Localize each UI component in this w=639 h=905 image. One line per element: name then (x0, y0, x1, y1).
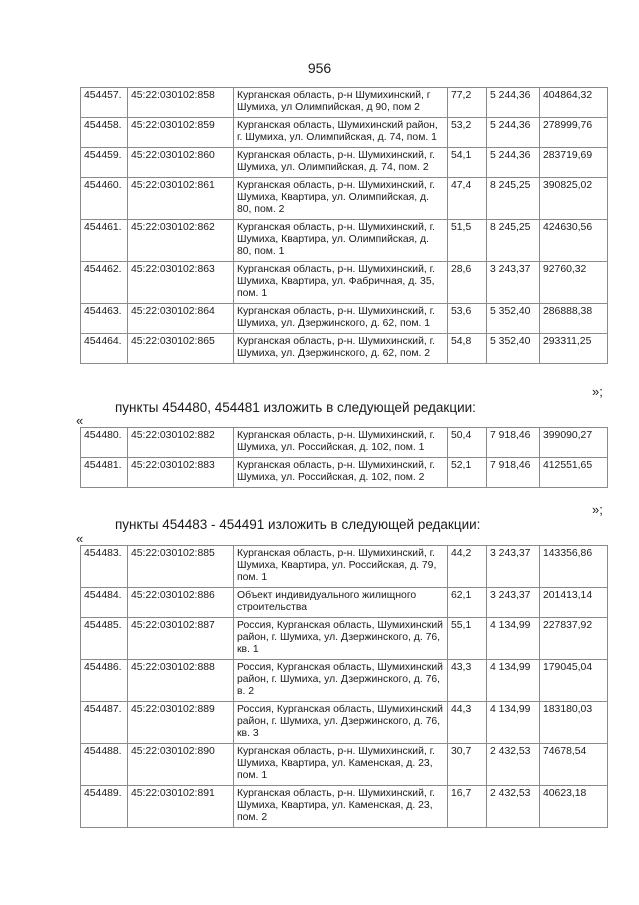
unit-price: 5 352,40 (487, 334, 540, 364)
cost: 399090,27 (540, 428, 608, 458)
cost: 201413,14 (540, 588, 608, 618)
table-row (81, 304, 608, 334)
cadastral-number: 45:22:030102:863 (128, 262, 234, 304)
unit-price: 5 352,40 (487, 304, 540, 334)
opening-quote-2: « (76, 531, 84, 546)
cost: 278999,76 (540, 118, 608, 148)
table-row (81, 702, 608, 744)
address: Объект индивидуального жилищного строительства (234, 588, 448, 618)
table-row (81, 178, 608, 220)
cadastral-number: 45:22:030102:859 (128, 118, 234, 148)
unit-price: 4 134,99 (487, 618, 540, 660)
cost: 74678,54 (540, 744, 608, 786)
table-row (81, 334, 608, 364)
table-row (81, 660, 608, 702)
item-number: 454460. (81, 178, 128, 220)
cadastral-number: 45:22:030102:887 (128, 618, 234, 660)
unit-price: 5 244,36 (487, 118, 540, 148)
area: 30,7 (448, 744, 487, 786)
item-number: 454486. (81, 660, 128, 702)
cadastral-number: 45:22:030102:886 (128, 588, 234, 618)
area: 51,5 (448, 220, 487, 262)
registry-table-2 (80, 427, 608, 488)
amendment-paragraph-2: пункты 454483 - 454491 изложить в следующей редакции: (115, 517, 481, 532)
closing-quote-2: »; (592, 502, 603, 517)
address: Курганская область, р-н. Шумихинский, г. Шумиха, Квартира, ул. Российская, д. 79, пом. 1 (234, 546, 448, 588)
opening-quote-1: « (76, 413, 84, 428)
cadastral-number: 45:22:030102:865 (128, 334, 234, 364)
area: 47,4 (448, 178, 487, 220)
area: 53,2 (448, 118, 487, 148)
area: 54,1 (448, 148, 487, 178)
item-number: 454459. (81, 148, 128, 178)
table-row (81, 618, 608, 660)
item-number: 454483. (81, 546, 128, 588)
address: Курганская область, р-н. Шумихинский, г. Шумиха, ул. Дзержинского, д. 62, пом. 2 (234, 334, 448, 364)
area: 53,6 (448, 304, 487, 334)
item-number: 454458. (81, 118, 128, 148)
table-row (81, 458, 608, 488)
table-row (81, 428, 608, 458)
table-row (81, 88, 608, 118)
address: Курганская область, р-н. Шумихинский, г. Шумиха, Квартира, ул. Олимпийская, д. 80, пом. 1 (234, 220, 448, 262)
table-row (81, 262, 608, 304)
cost: 283719,69 (540, 148, 608, 178)
table-row (81, 118, 608, 148)
area: 55,1 (448, 618, 487, 660)
cost: 286888,38 (540, 304, 608, 334)
unit-price: 2 432,53 (487, 744, 540, 786)
unit-price: 3 243,37 (487, 262, 540, 304)
cadastral-number: 45:22:030102:885 (128, 546, 234, 588)
cost: 227837,92 (540, 618, 608, 660)
area: 28,6 (448, 262, 487, 304)
unit-price: 7 918,46 (487, 458, 540, 488)
item-number: 454480. (81, 428, 128, 458)
area: 44,3 (448, 702, 487, 744)
address: Курганская область, р-н. Шумихинский, г. Шумиха, ул. Олимпийская, д. 74, пом. 2 (234, 148, 448, 178)
cadastral-number: 45:22:030102:864 (128, 304, 234, 334)
address: Курганская область, р-н. Шумихинский, г. Шумиха, ул. Дзержинского, д. 62, пом. 1 (234, 304, 448, 334)
item-number: 454457. (81, 88, 128, 118)
cost: 293311,25 (540, 334, 608, 364)
unit-price: 5 244,36 (487, 88, 540, 118)
area: 54,8 (448, 334, 487, 364)
unit-price: 5 244,36 (487, 148, 540, 178)
address: Курганская область, р-н. Шумихинский, г. Шумиха, ул. Российская, д. 102, пом. 2 (234, 458, 448, 488)
address: Курганская область, р-н. Шумихинский, г. Шумиха, Квартира, ул. Каменская, д. 23, пом. 2 (234, 786, 448, 828)
table-row (81, 744, 608, 786)
unit-price: 3 243,37 (487, 588, 540, 618)
area: 77,2 (448, 88, 487, 118)
area: 62,1 (448, 588, 487, 618)
address: Курганская область, р-н. Шумихинский, г. Шумиха, Квартира, ул. Олимпийская, д. 80, пом. 2 (234, 178, 448, 220)
address: Курганская область, р-н. Шумихинский, г. Шумиха, ул. Российская, д. 102, пом. 1 (234, 428, 448, 458)
cost: 390825,02 (540, 178, 608, 220)
unit-price: 7 918,46 (487, 428, 540, 458)
cadastral-number: 45:22:030102:883 (128, 458, 234, 488)
address: Курганская область, р-н. Шумихинский, г. Шумиха, Квартира, ул. Фабричная, д. 35, пом. 1 (234, 262, 448, 304)
address: Россия, Курганская область, Шумихинский район, г. Шумиха, ул. Дзержинского, д. 76, в. 2 (234, 660, 448, 702)
cadastral-number: 45:22:030102:891 (128, 786, 234, 828)
address: Курганская область, Шумихинский район, г. Шумиха, ул. Олимпийская, д. 74, пом. 1 (234, 118, 448, 148)
item-number: 454461. (81, 220, 128, 262)
item-number: 454462. (81, 262, 128, 304)
unit-price: 8 245,25 (487, 220, 540, 262)
closing-quote-1: »; (592, 384, 603, 399)
cadastral-number: 45:22:030102:889 (128, 702, 234, 744)
table-row (81, 786, 608, 828)
cadastral-number: 45:22:030102:888 (128, 660, 234, 702)
item-number: 454481. (81, 458, 128, 488)
unit-price: 4 134,99 (487, 702, 540, 744)
unit-price: 4 134,99 (487, 660, 540, 702)
cost: 404864,32 (540, 88, 608, 118)
address: Россия, Курганская область, Шумихинский район, г. Шумиха, ул. Дзержинского, д. 76, кв. 3 (234, 702, 448, 744)
address: Россия, Курганская область, Шумихинский район, г. Шумиха, ул. Дзержинского, д. 76, кв. 1 (234, 618, 448, 660)
cost: 92760,32 (540, 262, 608, 304)
table-row (81, 588, 608, 618)
cadastral-number: 45:22:030102:858 (128, 88, 234, 118)
table-row (81, 220, 608, 262)
cost: 40623,18 (540, 786, 608, 828)
area: 44,2 (448, 546, 487, 588)
item-number: 454463. (81, 304, 128, 334)
table-row (81, 148, 608, 178)
item-number: 454485. (81, 618, 128, 660)
item-number: 454464. (81, 334, 128, 364)
cadastral-number: 45:22:030102:890 (128, 744, 234, 786)
registry-table-1 (80, 87, 608, 364)
table-row (81, 546, 608, 588)
cost: 143356,86 (540, 546, 608, 588)
page-number: 956 (307, 60, 332, 76)
cost: 412551,65 (540, 458, 608, 488)
address: Курганская область, р-н. Шумихинский, г. Шумиха, Квартира, ул. Каменская, д. 23, пом. 1 (234, 744, 448, 786)
amendment-paragraph-1: пункты 454480, 454481 изложить в следующей редакции: (115, 400, 476, 415)
item-number: 454488. (81, 744, 128, 786)
unit-price: 8 245,25 (487, 178, 540, 220)
cadastral-number: 45:22:030102:861 (128, 178, 234, 220)
area: 43,3 (448, 660, 487, 702)
item-number: 454489. (81, 786, 128, 828)
cadastral-number: 45:22:030102:862 (128, 220, 234, 262)
cadastral-number: 45:22:030102:882 (128, 428, 234, 458)
item-number: 454484. (81, 588, 128, 618)
cost: 424630,56 (540, 220, 608, 262)
item-number: 454487. (81, 702, 128, 744)
area: 52,1 (448, 458, 487, 488)
cost: 183180,03 (540, 702, 608, 744)
unit-price: 2 432,53 (487, 786, 540, 828)
area: 16,7 (448, 786, 487, 828)
unit-price: 3 243,37 (487, 546, 540, 588)
registry-table-3 (80, 545, 608, 828)
cost: 179045,04 (540, 660, 608, 702)
address: Курганская область, р-н Шумихинский, г Шумиха, ул Олимпийская, д 90, пом 2 (234, 88, 448, 118)
cadastral-number: 45:22:030102:860 (128, 148, 234, 178)
area: 50,4 (448, 428, 487, 458)
